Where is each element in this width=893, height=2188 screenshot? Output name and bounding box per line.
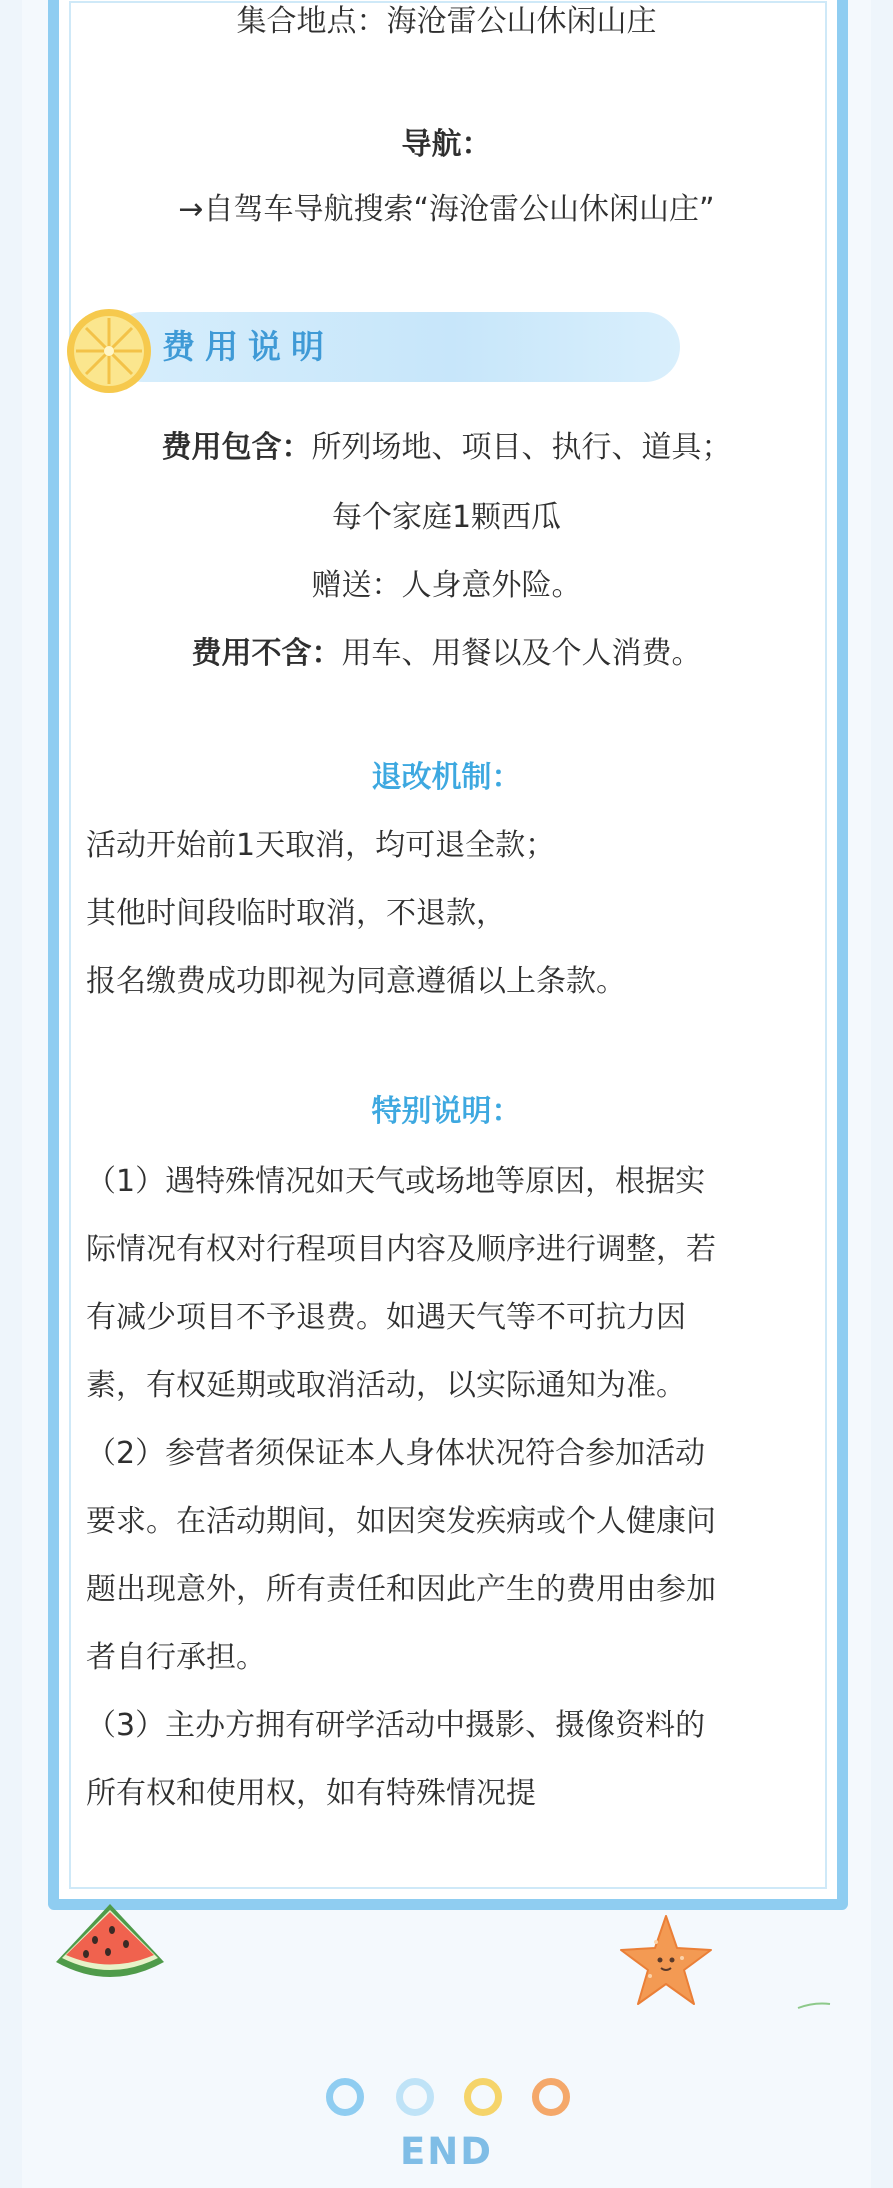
special-note-line: 有减少项目不予退费。如遇天气等不可抗力因 [86,1300,686,1335]
navigation-instruction: →自驾车导航搜索“海沧雷公山休闲山庄” [178,192,715,227]
special-notes-heading: 特别说明： [371,1094,522,1129]
special-note-line: 所有权和使用权，如有特殊情况提 [86,1776,536,1811]
special-note-line: 者自行承担。 [86,1640,266,1675]
watermelon-line: 每个家庭1颗西瓜 [331,500,562,535]
end-label: END [400,2130,493,2173]
footer-ring-icon [326,2078,364,2116]
fee-included-label: 费用包含： [161,430,312,465]
refund-line: 报名缴费成功即视为同意遵循以上条款。 [86,964,626,999]
fee-included-text: 所列场地、项目、执行、道具； [311,430,732,465]
refund-line: 其他时间段临时取消，不退款， [86,896,506,931]
special-note-line: （1）遇特殊情况如天气或场地等原因，根据实 [86,1164,706,1199]
special-note-line: 素，有权延期或取消活动，以实际通知为准。 [86,1368,686,1403]
footer-ring-icon [532,2078,570,2116]
grass-stroke-icon [796,2000,832,2010]
fee-included-line [0,428,893,468]
footer-ring-icon [464,2078,502,2116]
footer-ring-icon [396,2078,434,2116]
fee-excluded-text: 用车、用餐以及个人消费。 [341,636,702,671]
special-note-line: 要求。在活动期间，如因突发疾病或个人健康问 [86,1504,716,1539]
navigation-label: 导航： [401,127,492,162]
gift-insurance-line: 赠送：人身意外险。 [311,568,582,603]
starfish-icon [616,1912,716,2012]
fee-excluded-line [0,634,893,674]
refund-line: 活动开始前1天取消，均可退全款； [86,828,556,863]
special-note-line: 际情况有权对行程项目内容及顺序进行调整，若 [86,1232,716,1267]
meeting-place-line: 集合地点：海沧雷公山休闲山庄 [236,4,657,39]
special-note-line: （2）参营者须保证本人身体状况符合参加活动 [86,1436,706,1471]
special-note-line: 题出现意外，所有责任和因此产生的费用由参加 [86,1572,716,1607]
fee-excluded-label: 费用不含： [191,636,342,671]
refund-heading: 退改机制： [371,760,522,795]
watermelon-slice-icon [50,1900,170,2000]
lemon-slice-icon [64,306,154,396]
fee-section-title: 费用说明 [162,327,334,366]
special-note-line: （3）主办方拥有研学活动中摄影、摄像资料的 [86,1708,706,1743]
